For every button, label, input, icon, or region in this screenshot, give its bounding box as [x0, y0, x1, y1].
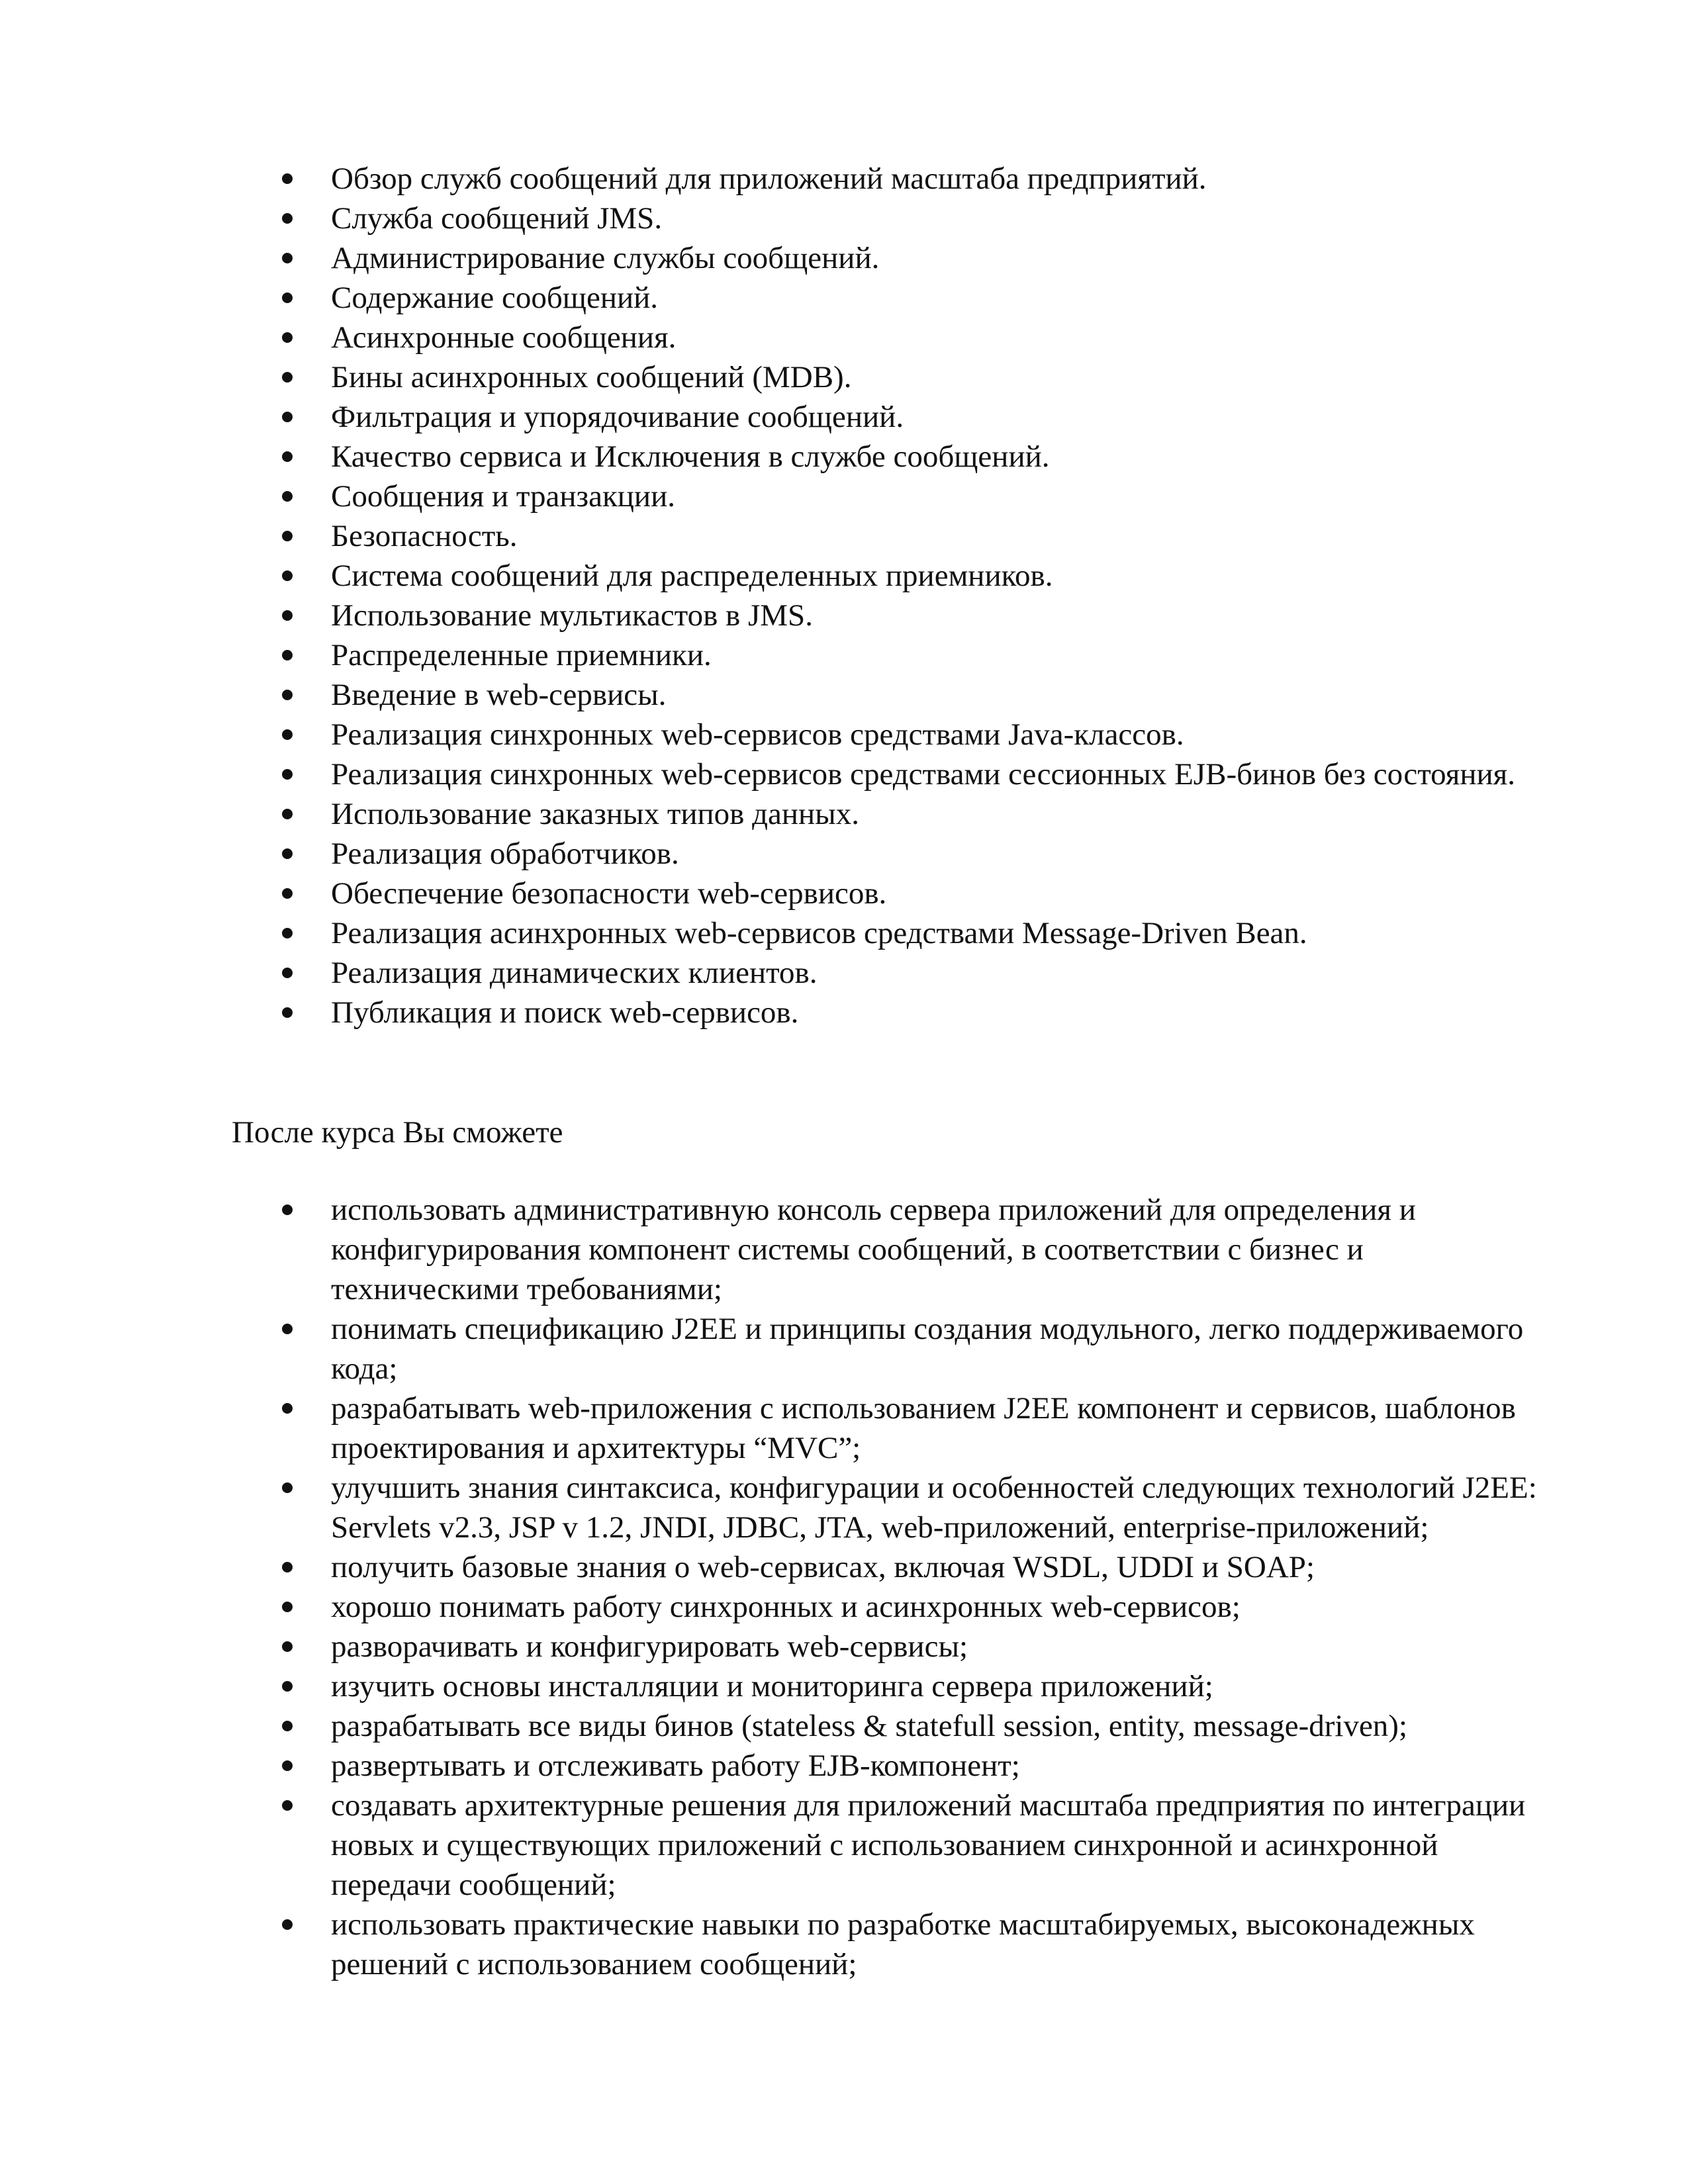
- topic-item: Обзор служб сообщений для приложений масштаба предприятий.: [0, 159, 1688, 199]
- topic-item: Фильтрация и упорядочивание сообщений.: [0, 397, 1688, 437]
- outcome-item: разрабатывать web-приложения с использованием J2EE компонент и сервисов, шаблонов проектирования и архитектуры “MVC”;: [0, 1388, 1688, 1468]
- topic-item: Асинхронные сообщения.: [0, 318, 1688, 357]
- topic-item: Реализация синхронных web-сервисов средствами Java-классов.: [0, 715, 1688, 754]
- topic-item: Реализация асинхронных web-сервисов средствами Message-Driven Bean.: [0, 913, 1688, 953]
- outcome-item: хорошо понимать работу синхронных и асинхронных web-сервисов;: [0, 1587, 1688, 1627]
- topic-item: Распределенные приемники.: [0, 635, 1688, 675]
- topic-item: Бины асинхронных сообщений (MDB).: [0, 357, 1688, 397]
- outcome-item: понимать спецификацию J2EE и принципы создания модульного, легко поддерживаемого кода;: [0, 1309, 1688, 1388]
- topic-item: Публикация и поиск web-сервисов.: [0, 993, 1688, 1032]
- outcome-item: создавать архитектурные решения для приложений масштаба предприятия по интеграции новых и существующих приложений с использованием синхронной и асинхронной передачи сообщений;: [0, 1786, 1688, 1905]
- outcome-item: разворачивать и конфигурировать web-сервисы;: [0, 1627, 1688, 1666]
- topic-item: Система сообщений для распределенных приемников.: [0, 556, 1688, 596]
- outcome-item: получить базовые знания о web-сервисах, включая WSDL, UDDI и SOAP;: [0, 1547, 1688, 1587]
- outcome-item: использовать административную консоль сервера приложений для определения и конфигурирования компонент системы сообщений, в соответствии с бизнес и техническими требованиями;: [0, 1190, 1688, 1309]
- outcome-item: развертывать и отслеживать работу EJB-компонент;: [0, 1746, 1688, 1786]
- outcome-item: изучить основы инсталляции и мониторинга сервера приложений;: [0, 1666, 1688, 1706]
- topic-item: Качество сервиса и Исключения в службе сообщений.: [0, 437, 1688, 477]
- topic-item: Безопасность.: [0, 516, 1688, 556]
- topic-item: Реализация динамических клиентов.: [0, 953, 1688, 993]
- topic-item: Введение в web-сервисы.: [0, 675, 1688, 715]
- topic-item: Реализация синхронных web-сервисов средствами сессионных EJB-бинов без состояния.: [0, 754, 1688, 794]
- after-course-heading: После курса Вы сможете: [232, 1115, 563, 1150]
- outcome-item: улучшить знания синтаксиса, конфигурации и особенностей следующих технологий J2EE: Servlets v2.3, JSP v 1.2, JNDI, JDBC, JTA, web-приложений, enterprise-приложений;: [0, 1468, 1688, 1547]
- outcome-item: использовать практические навыки по разработке масштабируемых, высоконадежных решений с использованием сообщений;: [0, 1905, 1688, 1984]
- topic-item: Сообщения и транзакции.: [0, 477, 1688, 516]
- outcome-item: разрабатывать все виды бинов (stateless & statefull session, entity, message-driven);: [0, 1706, 1688, 1746]
- topic-item: Реализация обработчиков.: [0, 834, 1688, 874]
- topic-item: Служба сообщений JMS.: [0, 199, 1688, 238]
- course-outcomes-list: [0, 1190, 1688, 1984]
- topic-item: Содержание сообщений.: [0, 278, 1688, 318]
- topic-item: Обеспечение безопасности web-сервисов.: [0, 874, 1688, 913]
- topic-item: Использование мультикастов в JMS.: [0, 596, 1688, 635]
- topic-item: Администрирование службы сообщений.: [0, 238, 1688, 278]
- topic-item: Использование заказных типов данных.: [0, 794, 1688, 834]
- course-topics-list: [0, 159, 1688, 1032]
